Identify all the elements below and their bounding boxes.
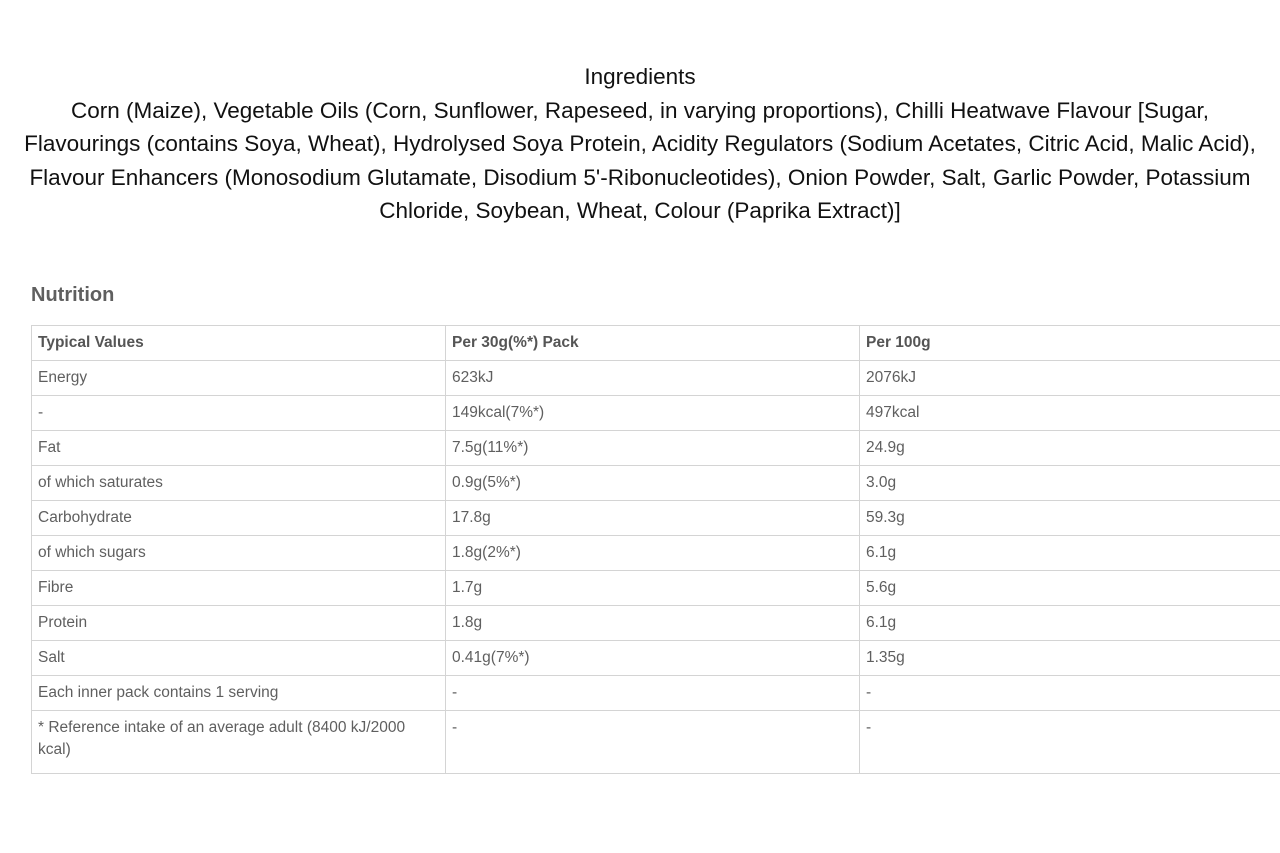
nutrient-name: Each inner pack contains 1 serving xyxy=(32,676,446,711)
nutrient-name: * Reference intake of an average adult (8400 kJ/2000 kcal) xyxy=(32,711,446,774)
table-row xyxy=(32,641,1280,676)
per-100g-value: 1.35g xyxy=(860,641,1280,676)
nutrient-name: Carbohydrate xyxy=(32,501,446,536)
nutrition-header-row xyxy=(32,326,1280,361)
per-100g-value: 3.0g xyxy=(860,466,1280,501)
per-pack-value: 7.5g(11%*) xyxy=(446,431,860,466)
ingredients-heading: Ingredients xyxy=(584,64,696,89)
per-100g-value: 6.1g xyxy=(860,606,1280,641)
table-row xyxy=(32,501,1280,536)
header-typical-values: Typical Values xyxy=(32,326,446,361)
per-100g-value: - xyxy=(860,711,1280,774)
per-100g-value: 59.3g xyxy=(860,501,1280,536)
table-row xyxy=(32,396,1280,431)
table-row xyxy=(32,711,1280,774)
per-pack-value: 1.8g(2%*) xyxy=(446,536,860,571)
nutrient-name: Protein xyxy=(32,606,446,641)
table-row xyxy=(32,571,1280,606)
table-row xyxy=(32,361,1280,396)
per-100g-value: 24.9g xyxy=(860,431,1280,466)
nutrient-name: Salt xyxy=(32,641,446,676)
per-pack-value: 0.9g(5%*) xyxy=(446,466,860,501)
nutrient-name: of which sugars xyxy=(32,536,446,571)
per-pack-value: 623kJ xyxy=(446,361,860,396)
table-row xyxy=(32,676,1280,711)
nutrient-name: of which saturates xyxy=(32,466,446,501)
per-pack-value: 17.8g xyxy=(446,501,860,536)
ingredients-section xyxy=(0,60,1280,228)
nutrient-name: Fibre xyxy=(32,571,446,606)
table-row xyxy=(32,536,1280,571)
per-pack-value: 1.8g xyxy=(446,606,860,641)
per-100g-value: 497kcal xyxy=(860,396,1280,431)
per-pack-value: 1.7g xyxy=(446,571,860,606)
table-row xyxy=(32,431,1280,466)
per-pack-value: 0.41g(7%*) xyxy=(446,641,860,676)
per-100g-value: - xyxy=(860,676,1280,711)
header-per-pack: Per 30g(%*) Pack xyxy=(446,326,860,361)
per-100g-value: 6.1g xyxy=(860,536,1280,571)
per-pack-value: - xyxy=(446,676,860,711)
nutrient-name: Energy xyxy=(32,361,446,396)
nutrition-title: Nutrition xyxy=(31,284,115,306)
per-100g-value: 5.6g xyxy=(860,571,1280,606)
nutrient-name: Fat xyxy=(32,431,446,466)
table-row xyxy=(32,606,1280,641)
per-pack-value: 149kcal(7%*) xyxy=(446,396,860,431)
table-row xyxy=(32,466,1280,501)
ingredients-text: Corn (Maize), Vegetable Oils (Corn, Sunflower, Rapeseed, in varying proportions), Chilli Heatwave Flavour [Sugar, Flavourings (contains Soya, Wheat), Hydrolysed Soya Protein, Acidity Regulators (Sodium Acetates, Citric Acid, Malic Acid), Flavour Enhancers (Monosodium Glutamate, Disodium 5'-Ribonucleotides), Onion Powder, Salt, Garlic Powder, Potassium Chloride, Soybean, Wheat, Colour (Paprika Extract)] xyxy=(24,97,1256,223)
nutrition-table xyxy=(31,325,1280,774)
nutrient-name: - xyxy=(32,396,446,431)
per-100g-value: 2076kJ xyxy=(860,361,1280,396)
per-pack-value: - xyxy=(446,711,860,774)
header-per-100g: Per 100g xyxy=(860,326,1280,361)
